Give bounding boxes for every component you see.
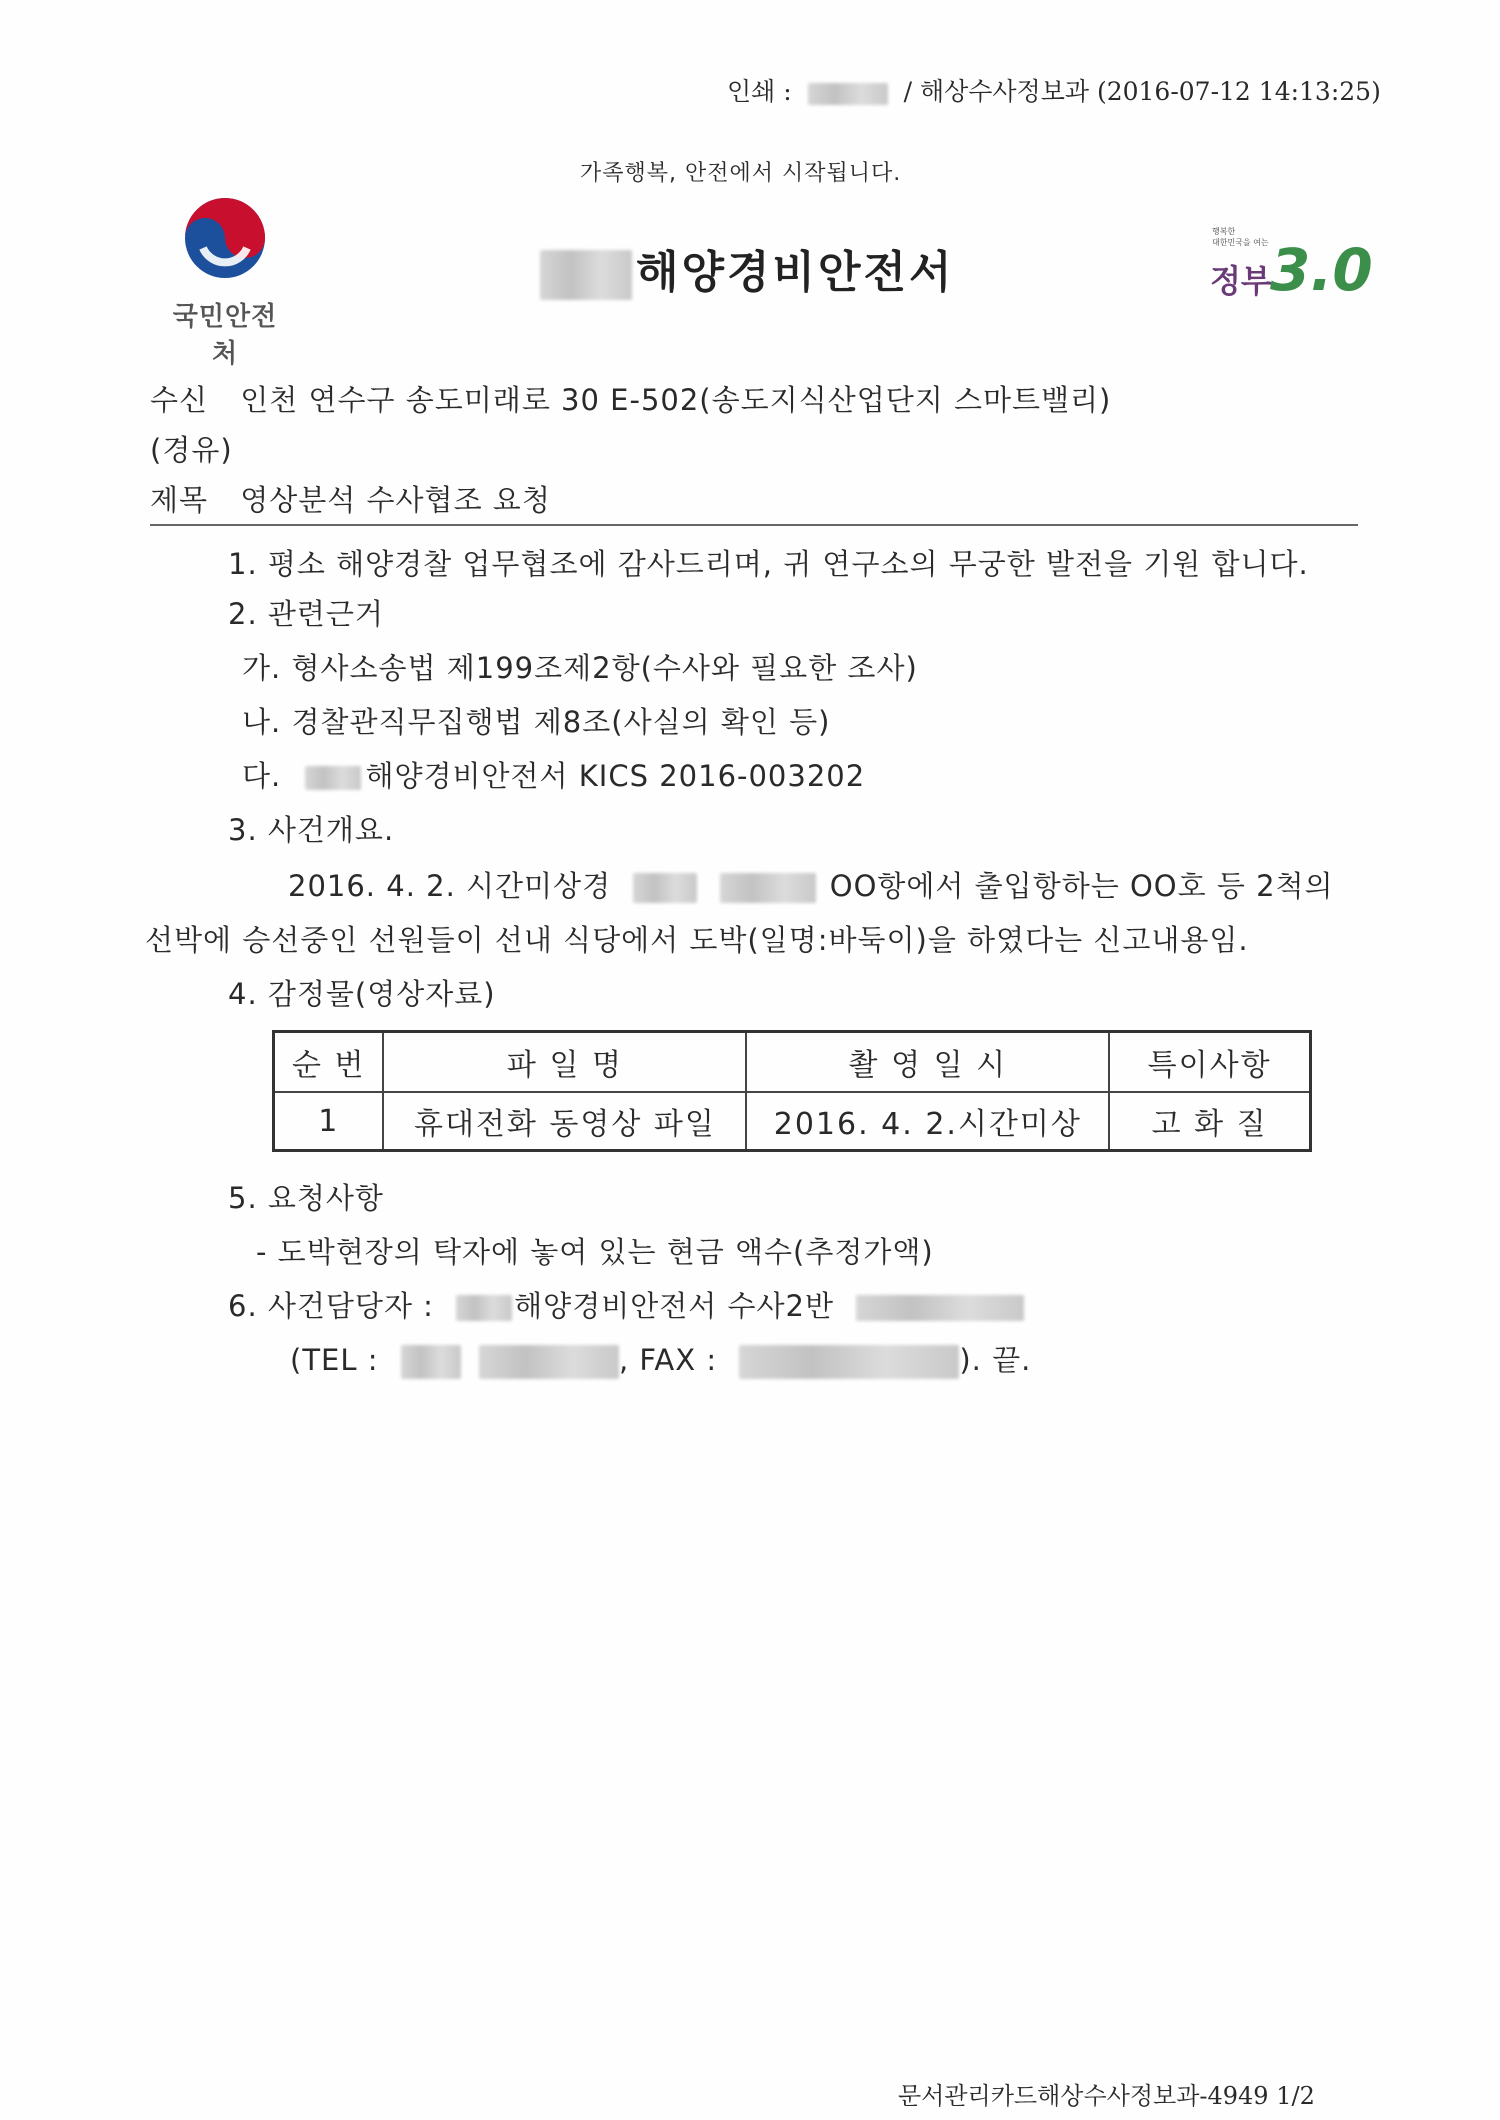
recipient-label: 수신 <box>150 383 209 417</box>
recipient-address: 인천 연수구 송도미래로 30 E-502(송도지식산업단지 스마트밸리) <box>240 383 1112 417</box>
contact-line <box>290 1338 1031 1379</box>
redacted-officer <box>856 1295 1024 1321</box>
recipient-line <box>150 378 1111 419</box>
cell-remarks: 고 화 질 <box>1109 1092 1310 1151</box>
fax-label: , FAX : <box>618 1343 718 1377</box>
item-2b: 나. 경찰관직무집행법 제8조(사실의 확인 등) <box>242 705 831 739</box>
item-2: 2. 관련근거 <box>228 597 384 631</box>
subject-line <box>150 478 551 519</box>
gov30-logo <box>1200 226 1373 306</box>
title-text: 해양경비안전서 <box>636 247 955 298</box>
gov30-label: 정부 <box>1210 262 1272 300</box>
subject-text: 영상분석 수사협조 요청 <box>240 483 551 517</box>
header-cell: 특이사항 <box>1109 1032 1310 1093</box>
redacted-office <box>305 766 361 790</box>
footer-doc-id: 문서관리카드해상수사정보과-4949 1/2 <box>898 2082 1315 2110</box>
header-cell: 순 번 <box>274 1032 384 1093</box>
item-6-text: 해양경비안전서 수사2반 <box>514 1289 834 1323</box>
item-3-line1 <box>288 864 1334 905</box>
redacted-office <box>456 1295 512 1321</box>
item-3: 3. 사건개요. <box>228 813 395 847</box>
redacted-fax <box>739 1345 959 1379</box>
item-6-label: 6. 사건담당자 : <box>228 1289 434 1323</box>
gov30-number: 3.0 <box>1270 236 1373 304</box>
ministry-name: 국민안전처 <box>172 302 278 369</box>
subject-label: 제목 <box>150 483 209 517</box>
redacted-office <box>540 250 632 300</box>
item-3-line2: 선박에 승선중인 선원들이 선내 식당에서 도박(일명:바둑이)을 하였다는 신고내용임. <box>145 923 1249 957</box>
header-cell: 파 일 명 <box>383 1032 746 1093</box>
redacted-tel <box>401 1345 461 1379</box>
table-row <box>274 1092 1311 1151</box>
item-1: 1. 평소 해양경찰 업무협조에 감사드리며, 귀 연구소의 무궁한 발전을 기원 합니다. <box>228 547 1309 581</box>
item-6 <box>228 1284 1024 1325</box>
item-2c <box>242 754 865 795</box>
item-3-date: 2016. 4. 2. 시간미상경 <box>288 869 612 903</box>
item-4: 4. 감정물(영상자료) <box>228 977 496 1011</box>
item-3-detail: OO항에서 출입항하는 OO호 등 2척의 <box>829 869 1334 903</box>
cell-datetime: 2016. 4. 2.시간미상 <box>746 1092 1109 1151</box>
item-2c-prefix: 다. <box>242 759 282 793</box>
item-5: 5. 요청사항 <box>228 1181 384 1215</box>
end-mark: ). 끝. <box>959 1343 1032 1377</box>
via-line: (경유) <box>150 433 233 467</box>
redacted-tel <box>479 1345 619 1379</box>
taeguk-icon <box>183 196 267 280</box>
cell-filename: 휴대전화 동영상 파일 <box>383 1092 746 1151</box>
slogan: 가족행복, 안전에서 시작됩니다. <box>580 161 902 186</box>
redacted-location <box>633 873 697 903</box>
table-header-row <box>274 1032 1311 1093</box>
item-2a: 가. 형사소송법 제199조제2항(수사와 필요한 조사) <box>242 651 918 685</box>
item-5a: - 도박현장의 탁자에 놓여 있는 현금 액수(추정가액) <box>256 1235 934 1269</box>
tel-label: (TEL : <box>290 1343 379 1377</box>
document-title <box>540 236 955 300</box>
redacted-name <box>808 83 888 105</box>
print-header <box>727 72 1381 108</box>
print-label: 인쇄 : <box>727 77 792 106</box>
cell-number: 1 <box>274 1092 384 1151</box>
redacted-location <box>720 873 816 903</box>
subject-divider <box>150 524 1358 526</box>
item-2c-text: 해양경비안전서 KICS 2016-003202 <box>365 759 866 793</box>
gov30-tagline: 행복한 대한민국을 여는 <box>1212 227 1269 247</box>
evidence-table <box>272 1030 1312 1152</box>
header-cell: 촬 영 일 시 <box>746 1032 1109 1093</box>
print-dept: / 해상수사정보과 (2016-07-12 14:13:25) <box>903 77 1381 106</box>
